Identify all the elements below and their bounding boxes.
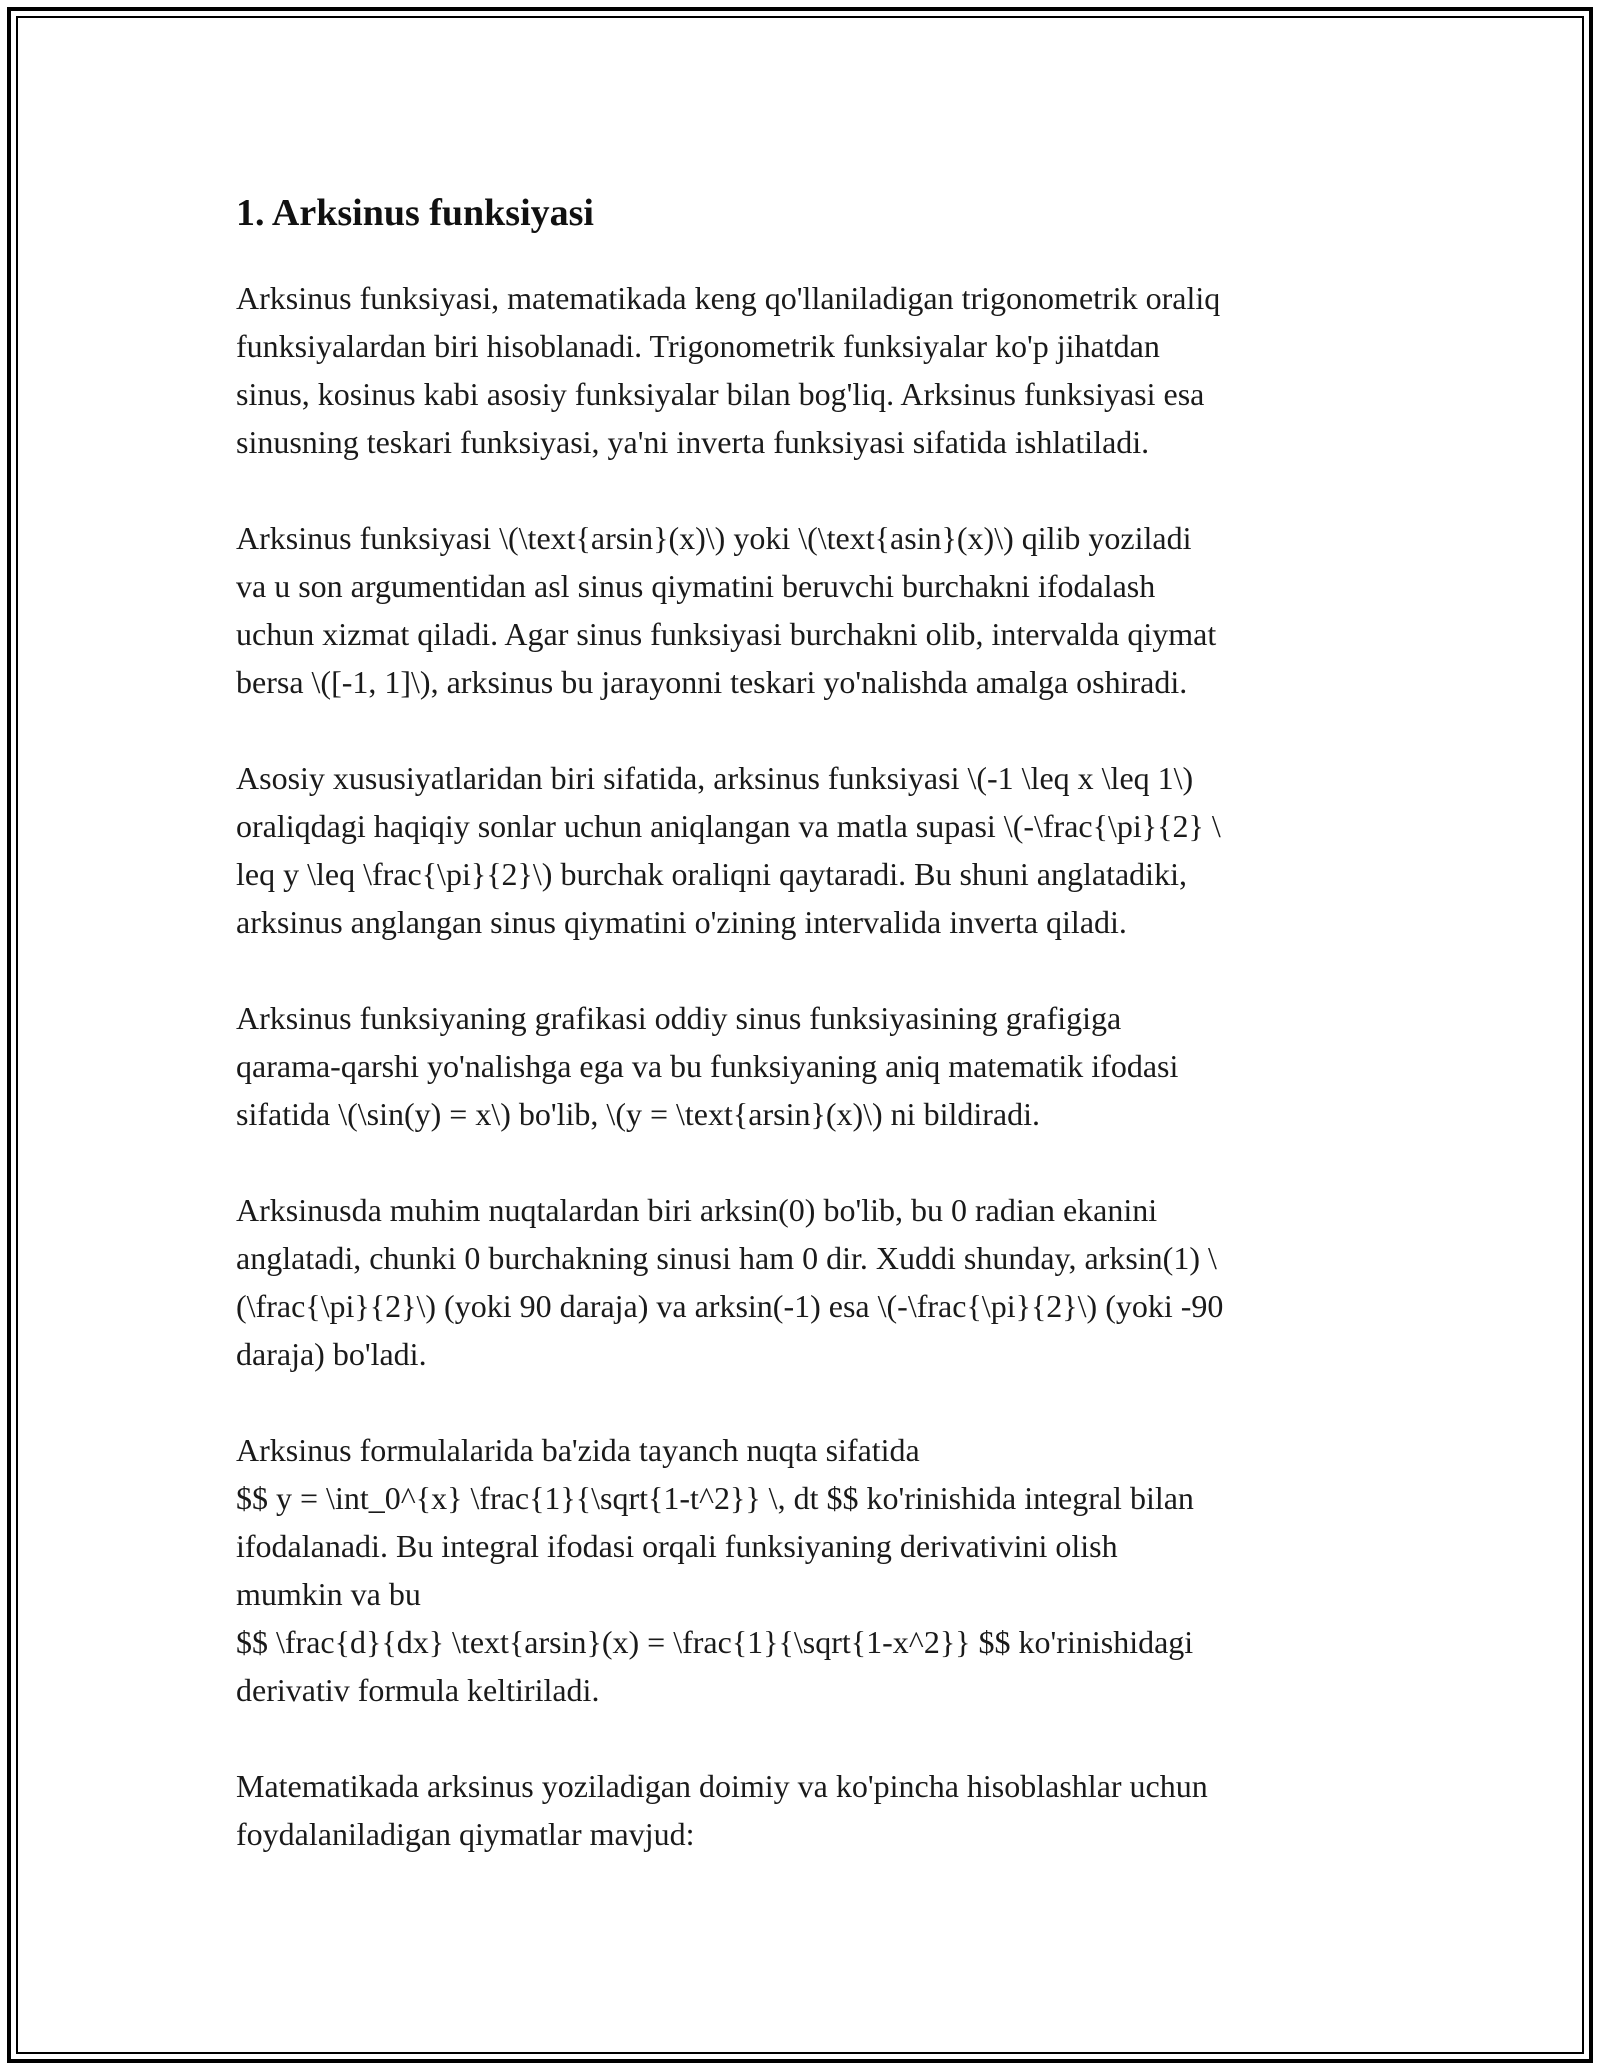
paragraph-constants: Matematikada arksinus yoziladigan doimiy va ko'pincha hisoblashlar uchun foydalaniladigan qiymatlar mavjud:: [236, 1768, 1208, 1852]
section-heading: 1. Arksinus funksiyasi: [236, 192, 594, 234]
paragraph-notation: Arksinus funksiyasi \(\text{arsin}(x)\) yoki \(\text{asin}(x)\) qilib yoziladi va u son argumentidan asl sinus qiymatini beruvchi burchakni ifodalash uchun xizmat qiladi. Agar sinus funksiyasi burchakni olib, intervalda qiymat bersa \([-1, 1]\), arksinus bu jarayonni teskari yo'nalishda amalga oshiradi.: [236, 520, 1217, 700]
paragraph-key-values: Arksinusda muhim nuqtalardan biri arksin(0) bo'lib, bu 0 radian ekanini anglatadi, chunki 0 burchakning sinusi ham 0 dir. Xuddi shunday, arksin(1) \ (\frac{\pi}{2}\) (yoki 90 daraja) va arksin(-1) esa \(-\frac{\pi}{2}\) (yoki -90 daraja) bo'ladi.: [236, 1192, 1224, 1372]
paragraph-intro: Arksinus funksiyasi, matematikada keng qo'llaniladigan trigonometrik oraliq funksiyalardan biri hisoblanadi. Trigonometrik funksiyalar ko'p jihatdan sinus, kosinus kabi asosiy funksiyalar bilan bog'liq. Arksinus funksiyasi esa sinusning teskari funksiyasi, ya'ni inverta funksiyasi sifatida ishlatiladi.: [236, 280, 1221, 460]
paragraph-formulas: Arksinus formulalarida ba'zida tayanch nuqta sifatida $$ y = \int_0^{x} \frac{1}{\sqrt{1-t^2}} \, dt $$ ko'rinishida integral bilan ifodalanadi. Bu integral ifodasi orqali funksiyaning derivativini olish mumkin va bu $$ \frac{d}{dx} \text{arsin}(x) = \frac{1}{\sqrt{1-x^2}} $$ ko'rinishidagi derivativ formula keltiriladi.: [236, 1432, 1194, 1708]
document-body: [236, 180, 1372, 1906]
paragraph-domain-range: Asosiy xususiyatlaridan biri sifatida, arksinus funksiyasi \(-1 \leq x \leq 1\) oraliqdagi haqiqiy sonlar uchun aniqlangan va matla supasi \(-\frac{\pi}{2} \ leq y \leq \frac{\pi}{2}\) burchak oraliqni qaytaradi. Bu shuni anglatadiki, arksinus anglangan sinus qiymatini o'zining intervalida inverta qiladi.: [236, 760, 1221, 940]
paragraph-graph: Arksinus funksiyaning grafikasi oddiy sinus funksiyasining grafigiga qarama-qarshi yo'nalishga ega va bu funksiyaning aniq matematik ifodasi sifatida \(\sin(y) = x\) bo'lib, \(y = \text{arsin}(x)\) ni bildiradi.: [236, 1000, 1179, 1132]
